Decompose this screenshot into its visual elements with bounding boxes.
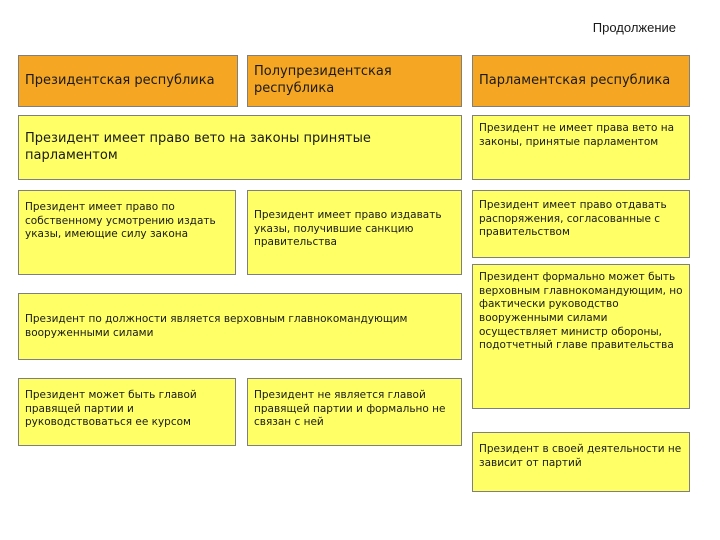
header-semi-label: Полупрезидентская республика [254,64,392,96]
party-presidential-box [18,378,236,446]
orders-parliamentary-text: Президент имеет право отдавать распоряжения, согласованные с правительством [479,199,667,239]
commander-shared-text: Президент по должности является верховным главнокомандующим вооруженными силами [25,312,408,339]
header-semi-presidential-republic [247,55,462,107]
party-presidential-text: Президент может быть главой правящей партии и руководствоваться ее курсом [25,389,197,429]
veto-parliamentary-box [472,115,690,180]
decrees-semi-text: Президент имеет право издавать указы, получившие санкцию правительства [254,209,442,249]
party-semi-text: Президент не является главой правящей партии и формально не связан с ней [254,389,446,429]
continuation-label: Продолжение [592,20,676,35]
party-semi-box [247,378,462,446]
header-presidential-label: Президентская республика [25,72,215,88]
party-parliamentary-box [472,432,690,492]
party-parliamentary-text: Президент в своей деятельности не зависит от партий [479,443,682,469]
commander-shared-box [18,293,462,360]
veto-shared-text: Президент имеет право вето на законы принятые парламентом [25,130,371,163]
decrees-semi-box [247,190,462,275]
commander-parliamentary-box [472,264,690,409]
orders-parliamentary-box [472,190,690,258]
decrees-presidential-text: Президент имеет право по собственному усмотрению издать указы, имеющие силу закона [25,201,216,241]
decrees-presidential-box [18,190,236,275]
veto-shared-box [18,115,462,180]
header-presidential-republic [18,55,238,107]
commander-parliamentary-text: Президент формально может быть верховным главнокомандующим, но фактически руководство вооруженными силами осуществляет министр обороны, подотчетный главе правительства [479,271,683,352]
veto-parliamentary-text: Президент не имеет права вето на законы, принятые парламентом [479,122,674,148]
header-parliamentary-label: Парламентская республика [479,72,671,88]
header-parliamentary-republic [472,55,690,107]
